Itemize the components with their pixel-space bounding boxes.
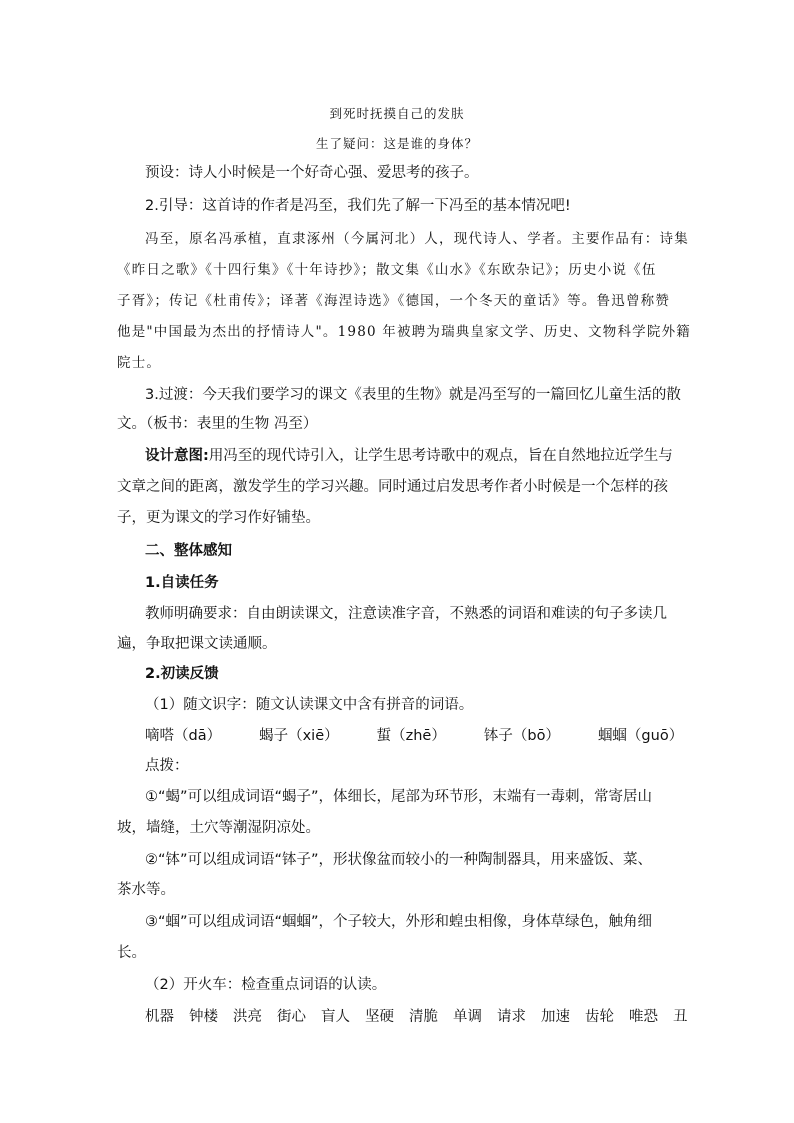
note-1-line-1: ①“蝎”可以组成词语“蝎子”，体细长，尾部为环节形，末端有一毒刺，常寄居山 — [145, 789, 653, 805]
train-word: 钟楼 — [189, 1009, 218, 1025]
vocab-item: 蜇（zhē） — [376, 728, 446, 744]
bio-line-1: 冯至，原名冯承植，直隶涿州（今属河北）人，现代诗人、学者。主要作品有：诗集 — [145, 231, 689, 247]
train-word: 单调 — [453, 1009, 482, 1025]
task1-title: 1.自读任务 — [145, 575, 219, 591]
task1-line-2: 遍，争取把课文读通顺。 — [117, 636, 277, 652]
bio-line-3: 子胥》；传记《杜甫传》；译著《海涅诗选》《德国，一个冬天的童话》等。鲁迅曾称赞 — [117, 293, 671, 309]
train-word: 洪亮 — [233, 1009, 262, 1025]
train-word: 盲人 — [321, 1009, 350, 1025]
train-word: 清脆 — [409, 1009, 438, 1025]
train-word: 请求 — [497, 1009, 526, 1025]
train-word-list — [145, 1007, 703, 1027]
note-3-line-2: 长。 — [117, 945, 146, 961]
design-intent-line-3: 子，更为课文的学习作好铺垫。 — [117, 510, 320, 526]
train-word: 坚硬 — [365, 1009, 394, 1025]
note-2-line-1: ②“钵”可以组成词语“钵子”，形状像盆而较小的一种陶制器具，用来盛饭、菜、 — [145, 852, 653, 868]
guide-paragraph: 2.引导：这首诗的作者是冯至，我们先了解一下冯至的基本情况吧! — [145, 198, 571, 214]
task2-title: 2.初读反馈 — [145, 666, 219, 682]
vocab-item: 蝎子（xiē） — [259, 728, 339, 744]
train-word: 加速 — [541, 1009, 570, 1025]
design-intent-line-2: 文章之间的距离，激发学生的学习兴趣。同时通过启发思考作者小时候是一个怎样的孩 — [117, 479, 668, 495]
bio-line-4: 他是"中国最为杰出的抒情诗人"。1980 年被聘为瑞典皇家文学、历史、文物科学院外籍 — [117, 324, 691, 340]
vocab-list — [145, 726, 721, 746]
design-intent-line-1 — [145, 446, 673, 466]
train-word: 机器 — [145, 1009, 174, 1025]
bio-line-5: 院士。 — [117, 355, 162, 371]
note-3-line-1: ③“蝈”可以组成词语“蝈蝈”，个子较大，外形和蝗虫相像，身体草绿色，触角细 — [145, 914, 653, 930]
transition-line-2: 文。（板书：表里的生物 冯至） — [117, 416, 318, 432]
note-1-line-2: 坡，墙缝，土穴等潮湿阴凉处。 — [117, 820, 320, 836]
train-word: 齿轮 — [585, 1009, 614, 1025]
design-intent-label: 设计意图: — [145, 448, 209, 464]
poem-line-1: 到死时抚摸自己的发肤 — [329, 106, 465, 121]
preset-paragraph: 预设：诗人小时候是一个好奇心强、爱思考的孩子。 — [145, 165, 479, 181]
transition-line-1: 3.过渡：今天我们要学习的课文《表里的生物》就是冯至写的一篇回忆儿童生活的散 — [145, 387, 681, 403]
train-word: 丑 — [673, 1009, 688, 1025]
section-heading: 二、整体感知 — [145, 543, 232, 559]
vocab-item: 嘀嗒（dā） — [145, 728, 222, 744]
poem-line-2: 生了疑问：这是谁的身体？ — [315, 136, 478, 151]
train-word: 街心 — [277, 1009, 306, 1025]
hint-label: 点拨： — [145, 758, 189, 774]
bio-line-2: 《昨日之歌》《十四行集》《十年诗抄》；散文集《山水》《东欧杂记》；历史小说《伍 — [117, 262, 657, 278]
train-word: 唯恐 — [629, 1009, 658, 1025]
vocab-item: 蝈蝈（guō） — [597, 728, 684, 744]
design-intent-text: 用冯至的现代诗引入，让学生思考诗歌中的观点，旨在自然地拉近学生与 — [208, 448, 673, 464]
note-2-line-2: 茶水等。 — [117, 882, 175, 898]
task1-line-1: 教师明确要求：自由朗读课文，注意读准字音，不熟悉的词语和难读的句子多读几 — [145, 606, 667, 622]
task2-sub1: （1）随文识字：随文认读课文中含有拼音的词语。 — [145, 697, 474, 713]
vocab-item: 钵子（bō） — [483, 728, 560, 744]
task2-sub2: （2）开火车：检查重点词语的认读。 — [145, 977, 387, 993]
